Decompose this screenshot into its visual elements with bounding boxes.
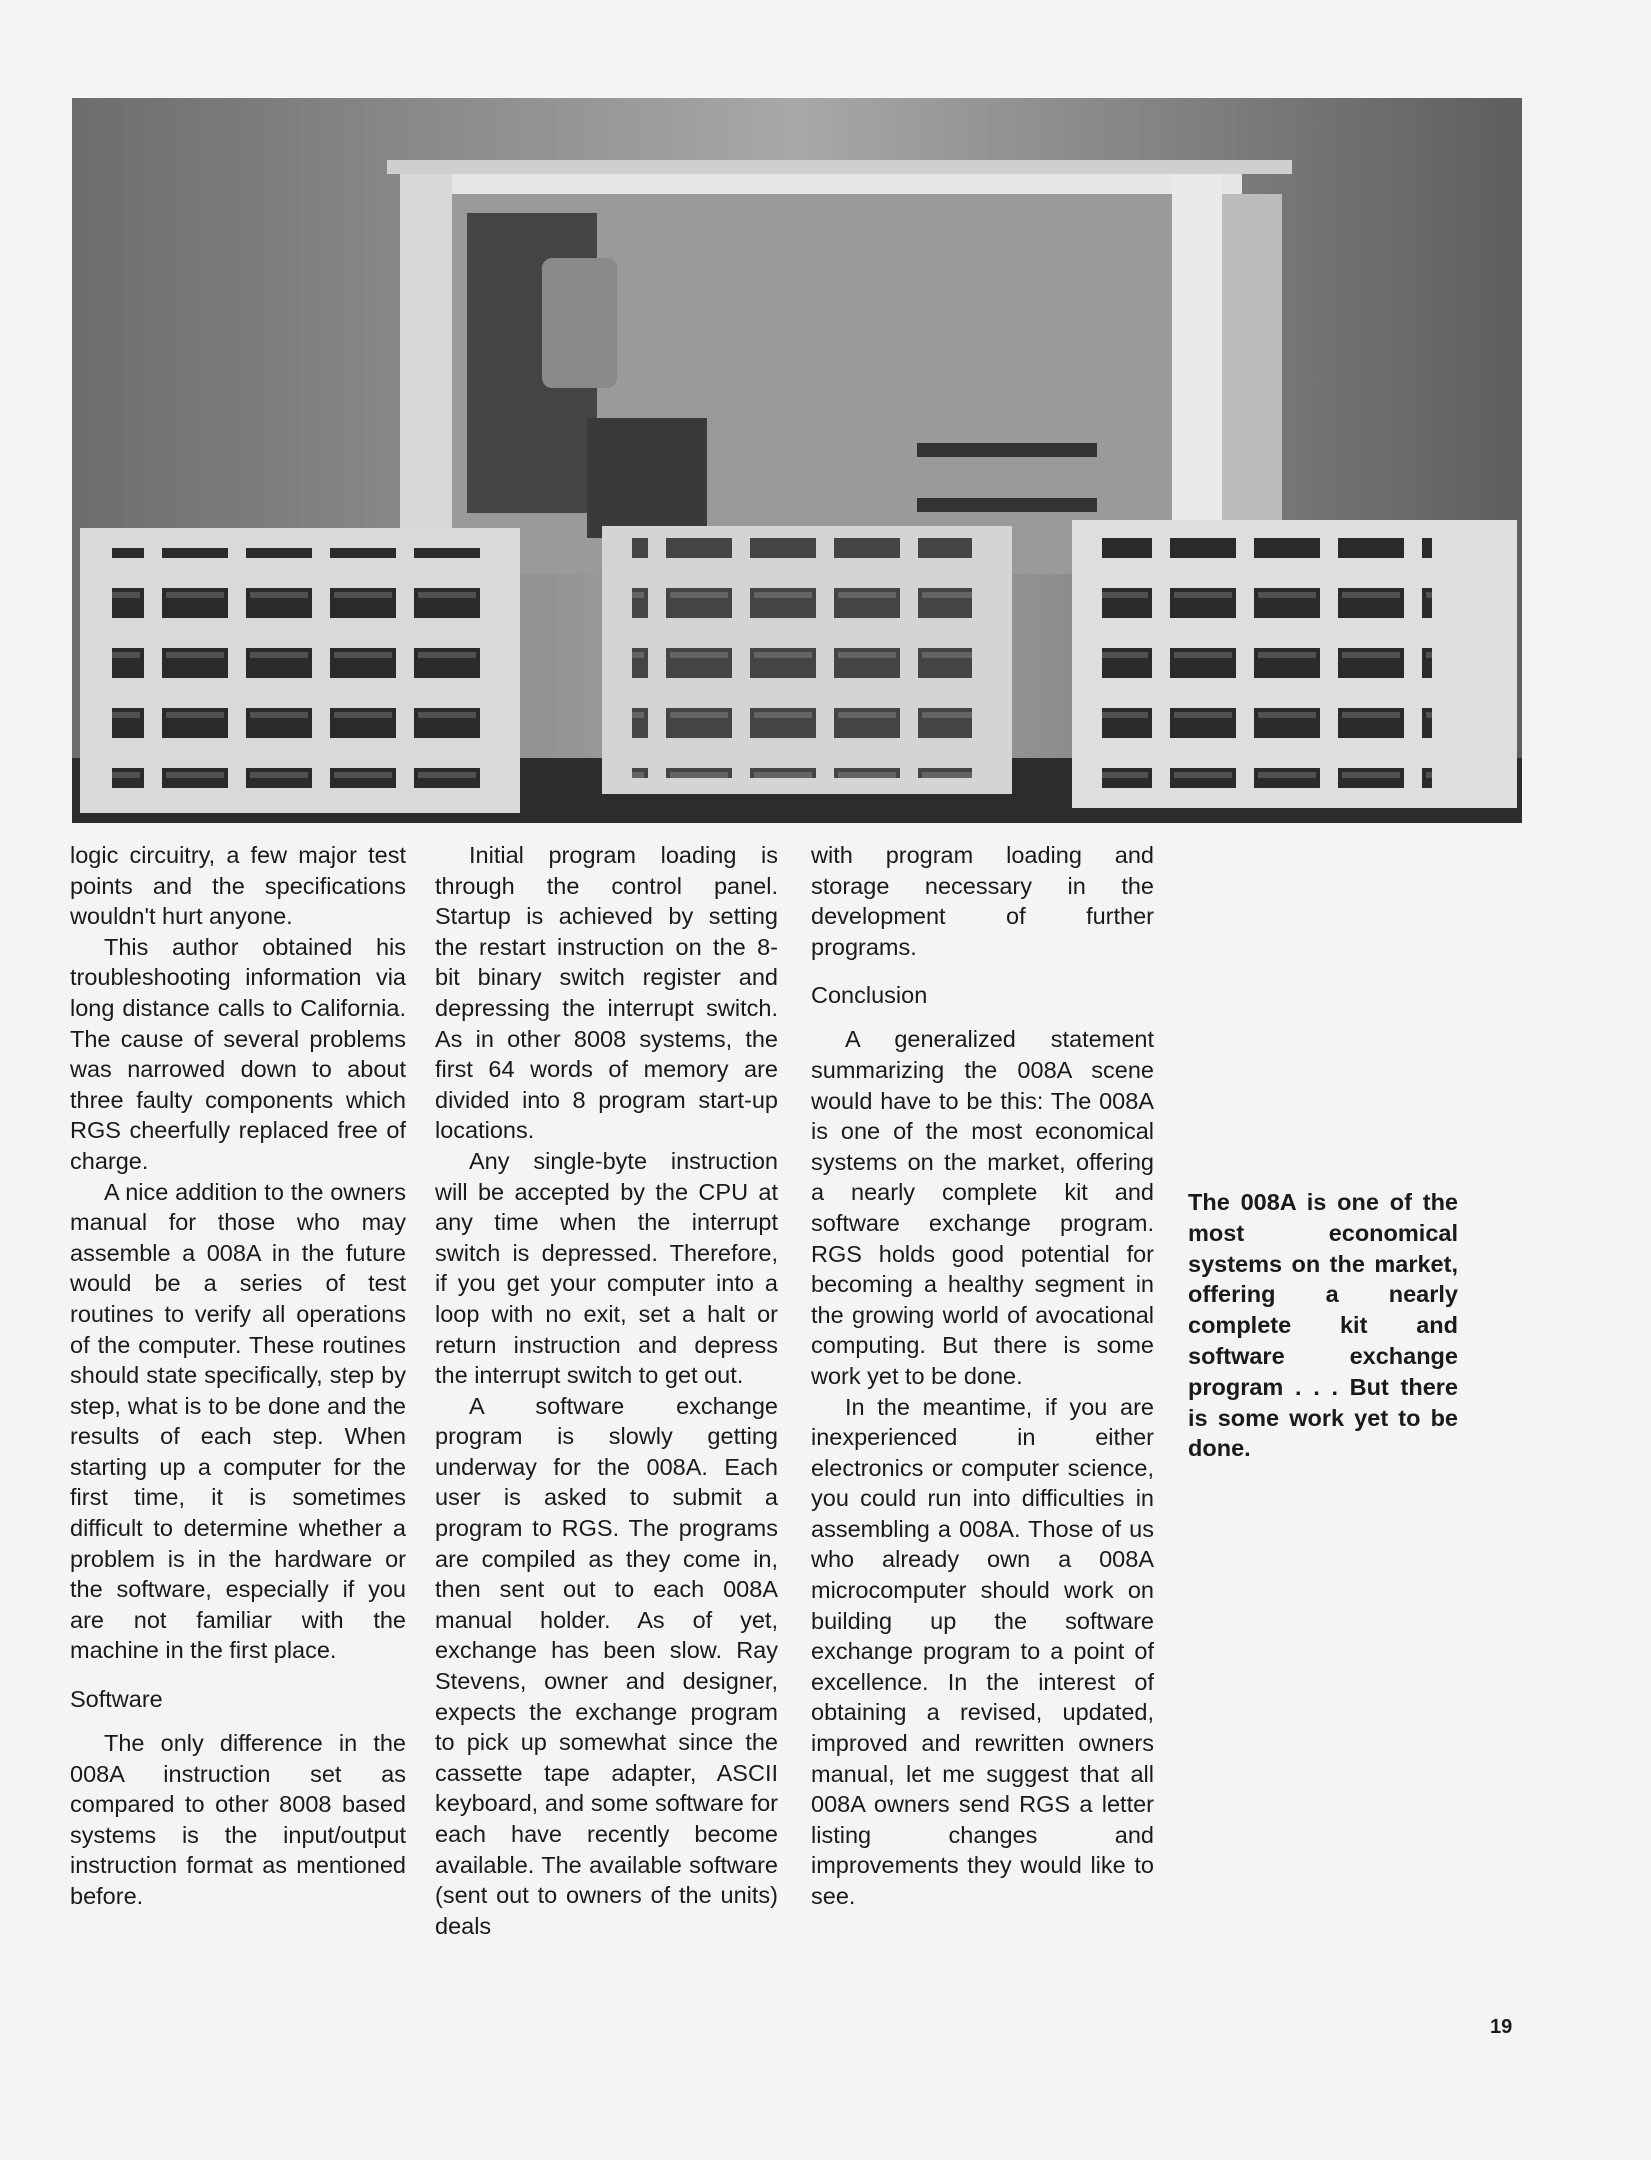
- section-heading-conclusion: Conclusion: [811, 982, 928, 1009]
- pull-quote: The 008A is one of the most economical systems on the market, offering a nearly complete kit and software exchange program . . . But there is some work yet to be done.: [1188, 1189, 1458, 1462]
- section-heading-software: Software: [70, 1686, 163, 1713]
- text-column-2: [435, 840, 778, 1941]
- paragraph: The only difference in the 008A instruction set as compared to other 8008 based systems is the input/output instruction format as mentioned before.: [70, 1730, 406, 1909]
- chassis-illustration: [72, 98, 1522, 823]
- paragraph: Any single-byte instruction will be accepted by the CPU at any time when the interrupt switch is depressed. Therefore, if you get your computer into a loop with no exit, set a halt or return instruction and depress the interrupt switch to get out.: [435, 1147, 778, 1389]
- paragraph: Initial program loading is through the control panel. Startup is achieved by setting the restart instruction on the 8-bit binary switch register and depressing the interrupt switch. As in other 8008 systems, the first 64 words of memory are divided into 8 program start-up locations.: [435, 842, 778, 1144]
- paragraph: with program loading and storage necessary in the development of further programs.: [811, 842, 1154, 960]
- paragraph: logic circuitry, a few major test points and the specifications wouldn't hurt anyone.: [70, 842, 406, 930]
- paragraph: This author obtained his troubleshooting information via long distance calls to California. The cause of several problems was narrowed down to about three faulty components which RGS cheerfully replaced free of charge.: [70, 933, 406, 1174]
- paragraph: A software exchange program is slowly getting underway for the 008A. Each user is asked to submit a program to RGS. The programs are compiled as they come in, then sent out to each 008A manual holder. As of yet, exchange has been slow. Ray Stevens, owner and designer, expects the exchange program to pick up somewhat since the cassette tape adapter, ASCII keyboard, and some software for each have recently become available. The available software (sent out to owners of the units) deals: [435, 1392, 778, 1939]
- chassis-photo: [72, 98, 1522, 823]
- paragraph: A generalized statement summarizing the 008A scene would have to be this: The 008A is one of the most economical systems on the market, offering a nearly complete kit and software exchange program. RGS holds good potential for becoming a healthy segment in the growing world of avocational computing. But there is some work yet to be done.: [811, 1026, 1154, 1389]
- paragraph: A nice addition to the owners manual for those who may assemble a 008A in the future would be a series of test routines to verify all operations of the computer. These routines should state specifically, step by step, what is to be done and the results of each step. When starting up a computer for the first time, it is sometimes difficult to determine whether a problem is in the hardware or the software, especially if you are not familiar with the machine in the first place.: [70, 1178, 406, 1664]
- page-number: 19: [1490, 2016, 1513, 2038]
- text-column-3: [811, 840, 1154, 1912]
- paragraph: In the meantime, if you are inexperienced in either electronics or computer science, you could run into difficulties in assembling a 008A. Those of us who already own a 008A microcomputer should work on building up the software exchange program to a point of excellence. In the interest of obtaining a revised, updated, improved and rewritten owners manual, let me suggest that all 008A owners send RGS a letter listing changes and improvements they would like to see.: [811, 1393, 1154, 1909]
- text-column-1: [70, 840, 406, 1912]
